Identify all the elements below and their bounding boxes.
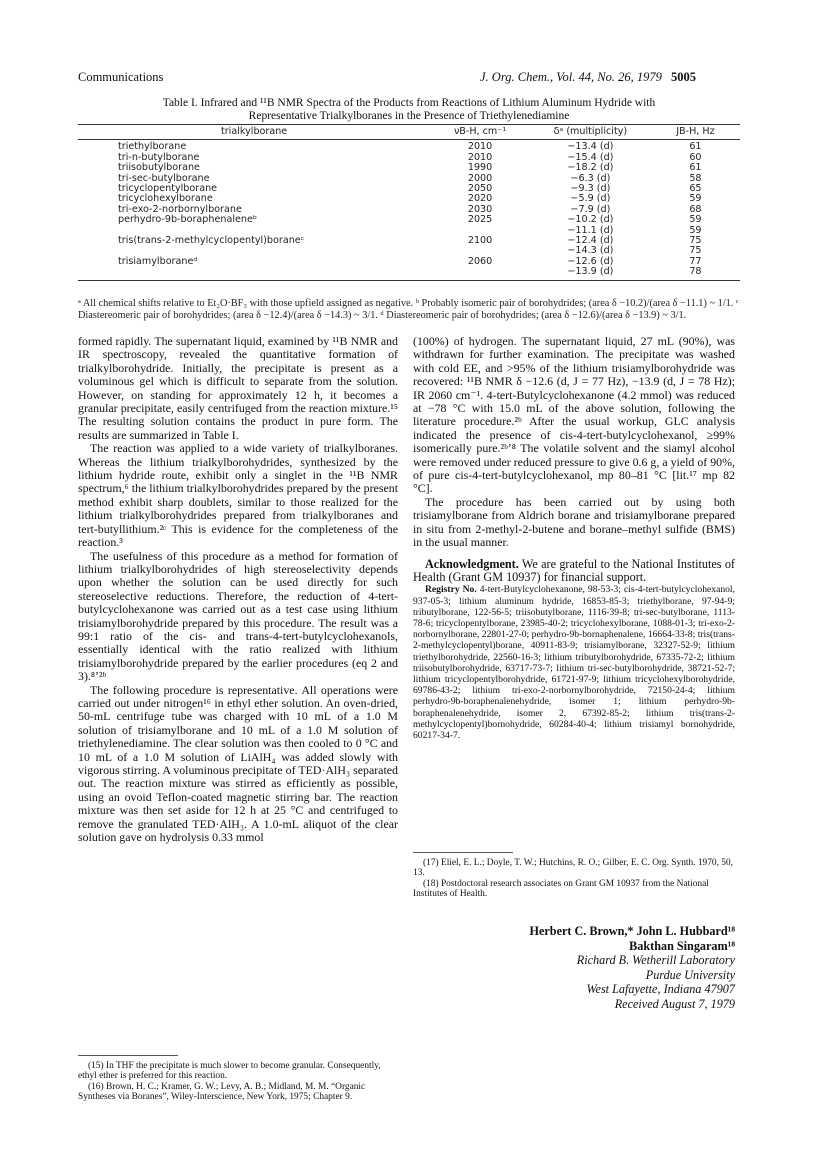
cell-coupling-constant: 58 (689, 172, 702, 184)
table-row (78, 257, 740, 267)
cell-chemical-shift: −10.2 (d) (567, 214, 614, 226)
footnote-17: (17) Eliel, E. L.; Doyle, T. W.; Hutchins, R. O.; Gilber, E. C. Org. Synth. 1970, 50, 13. (413, 858, 734, 879)
table-row (78, 267, 740, 280)
affiliation-line-3: West Lafayette, Indiana 47907 (586, 982, 735, 997)
cell-trialkylborane: tricyclopentylborane (118, 183, 218, 195)
cell-ir-frequency: 1990 (467, 162, 493, 174)
nmr-data-table (78, 124, 740, 281)
body-paragraph: The following procedure is representative. All operations were carried out under nitrogen¹⁶ in ethyl ether solution. An oven-dried, 50-mL centrifuge tube was charged with 10 mL of a 1.0 M solution of trisiamylborane and 10 mL of a 1.0 M solution of triethylenediamine. The clear solution was then cooled to 0 °C and 10 mL of a 1.0 M solution of LiAlH₄ was added slowly with vigorous stirring. A voluminous precipitate of TED·AlH₃ separated out. The reaction mixture was stirred as efficiently as possible, using an ovoid Teflon-coated magnetic stirring bar. The reaction mixture was then set aside for 12 h at 25 °C and centrifuged to remove the granulated TED·AlH₃. A 1.0-mL aliquot of the clear solution gave on hydrolysis 0.33 mmol (78, 682, 398, 845)
cell-ir-frequency (430, 267, 530, 280)
table-header-row (78, 125, 740, 140)
cell-coupling-constant: 77 (689, 255, 702, 267)
footnote-divider-left (78, 1055, 178, 1056)
cell-trialkylborane (78, 267, 430, 280)
cell-ir-frequency: 2000 (467, 172, 493, 184)
footnote-divider-right (413, 852, 513, 853)
registry-text: 4-tert-Butylcyclohexanone, 98-53-3; cis-4-tert-butylcyclohexanol, 937-05-3; lithium aluminum hydride, 16853-85-3; triethylborane, 97-94-9; tributylborane, 122-56-5; triisobutylborane, 1116-39-8; tri-sec-butylborane, 1113-78-6; tricyclopentylborane, 23985-40-2; tricyclohexylborane, 1088-01-3; tri-exo-2-norbornylborane, 22801-27-0; perhydro-9b-bornaphenalene, 16664-33-8; tris(trans-2-methylcyclopentyl)borane, 40911-83-9; trisiamylborane, 32327-52-9; lithium triethylborohydride, 22560-16-3; lithium tributylborohydride, 67335-72-2; lithium triisobutylborohydride, 63717-73-7; lithium tri-sec-butylborohydride, 38721-52-7; lithium tricyclopentylborohydride, 61721-97-9; lithium tricyclohexylborohydride, 69786-43-2; lithium tri-exo-2-norbornylborohydride, 72150-24-4; lithium perhydro-9b-boraphenalenehydride, isomer 1; lithium perhydro-9b-boraphenalenehydride, isomer 2, 67392-85-2; lithium tris(trans-2-methylcyclopentyl)bornohydride, 60284-40-4; lithium trisiamyl bornohydride, 60217-34-7. (413, 584, 735, 741)
table-caption (78, 97, 740, 123)
cell-ir-frequency: 2050 (467, 183, 493, 195)
table-row (78, 215, 740, 225)
cell-trialkylborane: triethylborane (118, 141, 187, 153)
cell-coupling-constant: 75 (689, 245, 702, 257)
cell-chemical-shift: −13.4 (d) (567, 141, 614, 153)
cell-ir-frequency: 2030 (467, 203, 493, 215)
cell-coupling-constant: 68 (689, 203, 702, 215)
author-line-1: Herbert C. Brown,* John L. Hubbard¹⁸ (529, 924, 735, 938)
table-row (78, 140, 740, 153)
affiliation-line-1: Richard B. Wetherill Laboratory (576, 953, 735, 968)
cell-chemical-shift: −13.9 (d) (530, 267, 651, 280)
cell-ir-frequency: 2010 (467, 151, 493, 163)
cell-trialkylborane: perhydro-9b-boraphenaleneᵇ (118, 214, 257, 226)
body-paragraph: (100%) of hydrogen. The supernatant liquid, 27 mL (90%), was withdrawn for further examination. The precipitate was washed with cold EE, and >95% of the lithium trisiamylborohydride was recovered: ¹¹B NMR δ −12.6 (d, J = 77 Hz), −13.9 (d, J = 78 Hz); IR 2060 cm⁻¹. 4-tert-Butylcyclohexanone (4.2 mmol) was reduced at −78 °C with 15.0 mL of the above solution, following the literature procedure.²ᵇ After the usual workup, GLC analysis indicated the presence of cis-4-tert-butylcyclohexanol, ≥99% isomerically pure.²ᵇʼ⁸ The volatile solvent and the siamyl alcohol were removed under reduced pressure to give 0.6 g, a yield of 90%, of pure cis-4-tert-butylcyclohexanol, mp 80–81 °C [lit.¹⁷ mp 82 °C]. (413, 334, 735, 496)
running-header-left: Communications (78, 70, 164, 84)
cell-chemical-shift: −6.3 (d) (570, 172, 611, 184)
received-date: Received August 7, 1979 (614, 996, 735, 1011)
body-paragraph: The reaction was applied to a wide variety of trialkylboranes. Whereas the lithium trialkylborohydrides, synthesized by the lithium hydride route, exhibit only a singlet in the ¹¹B NMR spectrum,⁶ the lithium trialkylborohydrides prepared by the present method exhibit sharp doublets, similar to those realized for the lithium trialkylborohydrides prepared from trialkylboranes and tert-butyllithium.²ᶜ This is evidence for the completeness of the reaction.³ (78, 441, 398, 550)
cell-chemical-shift: −12.4 (d) (567, 235, 614, 247)
cell-coupling-constant: 60 (689, 151, 702, 163)
journal-citation: J. Org. Chem., Vol. 44, No. 26, 1979 (480, 70, 662, 84)
cell-ir-frequency: 2010 (467, 141, 493, 153)
cell-ir-frequency: 2060 (467, 255, 493, 267)
footnotes-left (78, 1061, 398, 1103)
cell-trialkylborane: triisobutylborane (118, 162, 200, 174)
cell-chemical-shift: −7.9 (d) (570, 203, 611, 215)
acknowledgment-text: We are grateful to the National Institutes of Health (Grant GM 10937) for financial support. (413, 556, 735, 584)
column-header-ir: νB-H, cm⁻¹ (430, 125, 530, 140)
cell-coupling-constant: 59 (689, 224, 702, 236)
cell-chemical-shift: −9.3 (d) (570, 183, 611, 195)
cell-ir-frequency: 2100 (467, 235, 493, 247)
body-paragraph: The usefulness of this procedure as a method for formation of lithium trialkylborohydrides of high stereoselectivity depends upon whether the solution can be used directly for such stereoselective reductions. Therefore, the reduction of 4-tert-butylcyclohexanone was carried out as a test case using lithium trisiamylborohydride prepared by this procedure. The result was a 99:1 ratio of the cis- and trans-4-tert-butylcyclohexanols, essentially identical with the ratio realized with lithium trisiamylborohydride prepared by the earlier procedures (eq 2 and 3).⁸ʼ²ᵇ (78, 548, 398, 684)
author-block (413, 924, 735, 1012)
footnote-15: (15) In THF the precipitate is much slower to become granular. Consequently, ethyl ether is preferred for this reaction. (78, 1061, 381, 1082)
body-column-right (413, 335, 735, 741)
cell-ir-frequency: 2020 (467, 193, 493, 205)
column-header-trialkylborane: trialkylborane (78, 125, 430, 140)
cell-chemical-shift: −12.6 (d) (567, 255, 614, 267)
table-row (78, 236, 740, 246)
footnote-18: (18) Postdoctoral research associates on Grant GM 10937 from the National Institutes of Health. (413, 878, 709, 900)
cell-coupling-constant: 61 (689, 141, 702, 153)
table-caption-line-2: Representative Trialkylboranes in the Presence of Triethylenediamine (248, 110, 570, 122)
cell-trialkylborane: tri-exo-2-norbornylborane (118, 203, 242, 215)
cell-coupling-constant: 59 (689, 214, 702, 226)
column-header-shift: δᵃ (multiplicity) (530, 125, 651, 140)
column-header-coupling: JB-H, Hz (651, 125, 740, 140)
cell-trialkylborane: trisiamylboraneᵈ (118, 255, 198, 267)
table-footnote: ᵃ All chemical shifts relative to Et₂O·BF₃ with those upfield assigned as negative. ᵇ Probably isomeric pair of borohydrides; (area δ −10.2)/(area δ −11.1) ~ 1/1. ᶜ Diastereomeric pair of borohydrides; (area δ −12.4)/(area δ −14.3) ~ 3/1. ᵈ Diastereomeric pair of borohydrides; (area δ −12.6)/(area δ −13.9) ~ 3/1. (78, 298, 739, 321)
cell-chemical-shift: −11.1 (d) (567, 224, 614, 236)
cell-chemical-shift: −15.4 (d) (567, 151, 614, 163)
cell-coupling-constant: 59 (689, 193, 702, 205)
cell-coupling-constant: 78 (651, 267, 740, 280)
cell-trialkylborane: tricyclohexylborane (118, 193, 213, 205)
body-paragraph: The procedure has been carried out by using both trisiamylborane from Aldrich borane and trisiamylborane prepared in situ from 2-methyl-2-butene and borane–methyl sulfide (BMS) in the usual manner. (413, 494, 735, 550)
author-line-2: Bakthan Singaram¹⁸ (629, 938, 735, 953)
body-column-left (78, 335, 398, 844)
body-paragraph: formed rapidly. The supernatant liquid, examined by ¹¹B NMR and IR spectroscopy, revealed the quantitative formation of trialkylborohydride. Initially, the precipitate is present as a voluminous gel which is difficult to separate from the solution. However, on standing for approximately 12 h, it becomes a granular precipitate, easily centrifuged from the reaction mixture.¹⁵ The resulting solution contains the product in pure form. The results are summarized in Table I. (78, 334, 398, 442)
cell-chemical-shift: −5.9 (d) (570, 193, 611, 205)
registry-label: Registry No. (425, 584, 477, 596)
acknowledgment (413, 558, 735, 585)
acknowledgment-label: Acknowledgment. (425, 556, 519, 571)
affiliation-line-2: Purdue University (645, 967, 735, 982)
cell-trialkylborane: tri-n-butylborane (118, 151, 200, 163)
footnote-16: (16) Brown, H. C.; Kramer, G. W.; Levy, A. B.; Midland, M. M. “Organic Syntheses via Boranes”, Wiley-Interscience, New York, 1975; Chapter 9. (78, 1081, 366, 1103)
cell-ir-frequency: 2025 (467, 214, 493, 226)
running-header-right (480, 70, 696, 85)
cell-trialkylborane: tri-sec-butylborane (118, 172, 210, 184)
cell-coupling-constant: 75 (689, 235, 702, 247)
cell-chemical-shift: −14.3 (d) (567, 245, 614, 257)
cell-trialkylborane: tris(trans-2-methylcyclopentyl)boraneᶜ (118, 235, 305, 247)
cell-chemical-shift: −18.2 (d) (567, 162, 614, 174)
footnotes-right (413, 858, 735, 900)
table-caption-line-1: Table I. Infrared and ¹¹B NMR Spectra of the Products from Reactions of Lithium Aluminum Hydride with (162, 97, 656, 109)
registry-numbers (413, 584, 735, 741)
cell-coupling-constant: 61 (689, 162, 702, 174)
cell-coupling-constant: 65 (689, 183, 702, 195)
page-number: 5005 (670, 70, 696, 84)
